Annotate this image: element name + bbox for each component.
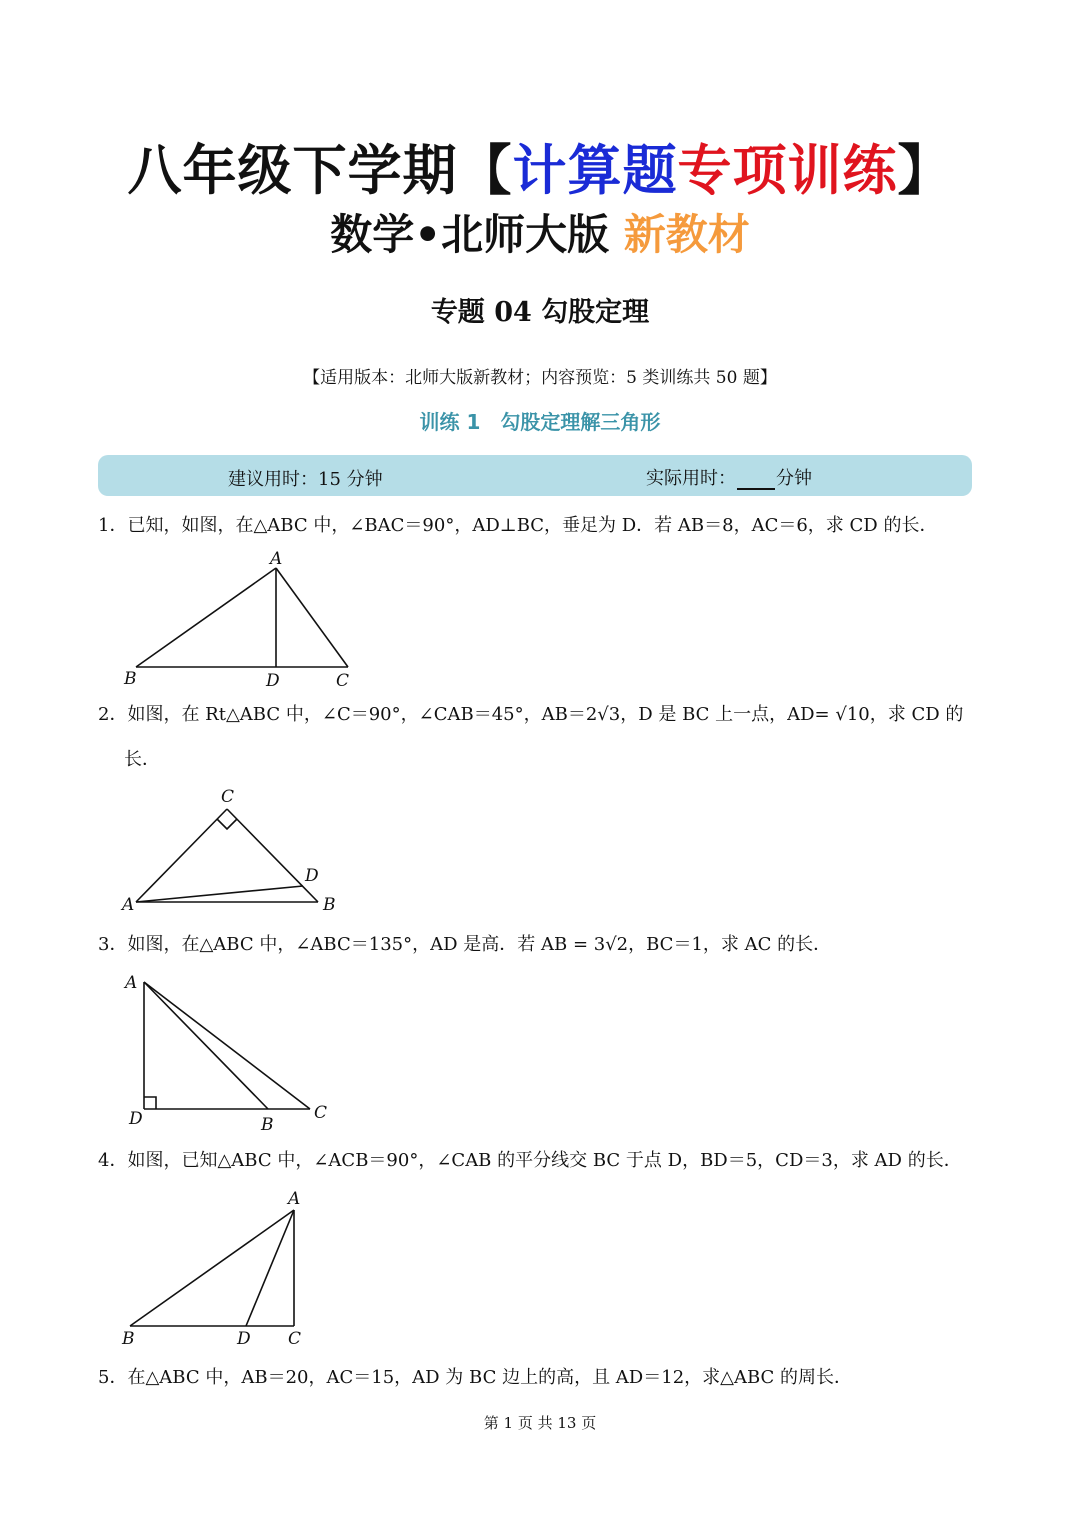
fig2-side-cb: [227, 809, 318, 902]
fig1-label-b: B: [124, 669, 137, 689]
fig2-label-a: A: [122, 895, 135, 915]
fig4-label-d: D: [237, 1329, 251, 1349]
fig2-label-b: B: [323, 895, 336, 915]
page-number: 第 1 页 共 13 页: [483, 1414, 597, 1432]
fig1-label-d: D: [266, 671, 280, 691]
fig3-label-d: D: [129, 1109, 143, 1129]
fig1-label-c: C: [336, 671, 350, 691]
fig3-right-angle-mark: [144, 1097, 156, 1109]
question-5: 5．在△ABC 中，AB＝20，AC＝15，AD 为 BC 边上的高，且 AD＝12，求△ABC 的周长．: [98, 1367, 853, 1388]
fig2-side-ac: [136, 809, 227, 902]
fig4-label-b: B: [122, 1329, 135, 1349]
actual-time-blank[interactable]: [737, 471, 775, 490]
fig1-side-ac: [276, 568, 348, 667]
figure-4: [118, 1186, 328, 1351]
actual-time-prefix: 实际用时：: [646, 468, 736, 489]
question-4: 4．如图，已知△ABC 中，∠ACB＝90°，∠CAB 的平分线交 BC 于点 D，BD＝5，CD＝3，求 AD 的长．: [98, 1150, 962, 1171]
fig3-label-a: A: [125, 973, 138, 993]
question-3: 3．如图，在△ABC 中，∠ABC＝135°，AD 是高．若 AB = 3√2，BC＝1，求 AC 的长．: [98, 934, 832, 955]
fig4-label-c: C: [288, 1329, 302, 1349]
figure-3: [118, 968, 348, 1138]
actual-time-suffix: 分钟: [776, 468, 812, 489]
time-bar: [98, 455, 972, 496]
question-2-continued: 长．: [124, 749, 160, 770]
title-part-3: 专项训练: [677, 139, 898, 202]
title-part-4: 】: [897, 139, 953, 202]
fig3-label-b: B: [261, 1115, 274, 1135]
fig4-label-a: A: [288, 1189, 301, 1209]
training-heading: 训练 1 勾股定理解三角形: [419, 410, 661, 434]
figure-2: [118, 785, 348, 920]
fig2-label-d: D: [305, 866, 319, 886]
title-part-1: 八年级下学期【: [127, 139, 513, 202]
subtitle-main: 数学•北师大版: [330, 210, 610, 259]
fig2-segment-ad: [136, 886, 303, 902]
fig3-label-c: C: [314, 1103, 328, 1123]
title-part-2: 计算题: [512, 139, 678, 202]
subtitle-accent: 新教材: [623, 210, 750, 259]
topic-title: 专题 04 勾股定理: [430, 297, 650, 328]
fig3-side-ac: [144, 982, 310, 1109]
fig2-right-angle-mark: [217, 819, 237, 829]
subtitle: [0, 202, 1080, 262]
fig1-label-a: A: [270, 549, 283, 569]
fig2-label-c: C: [221, 787, 235, 807]
fig1-side-ab: [136, 568, 276, 667]
version-line: 【适用版本：北师大版新教材；内容预览：5 类训练共 50 题】: [303, 368, 777, 388]
question-1: 1．已知，如图，在△ABC 中，∠BAC＝90°，AD⊥BC，垂足为 D．若 AB＝8，AC＝6，求 CD 的长．: [98, 515, 938, 536]
figure-1: [118, 548, 368, 693]
actual-time: [646, 464, 812, 490]
main-title: [0, 128, 1080, 205]
fig3-side-ab: [144, 982, 268, 1109]
question-2: 2．如图，在 Rt△ABC 中，∠C＝90°，∠CAB＝45°，AB＝2√3，D 是 BC 上一点，AD= √10，求 CD 的: [98, 704, 964, 725]
suggested-time: 建议用时：15 分钟: [228, 469, 383, 490]
